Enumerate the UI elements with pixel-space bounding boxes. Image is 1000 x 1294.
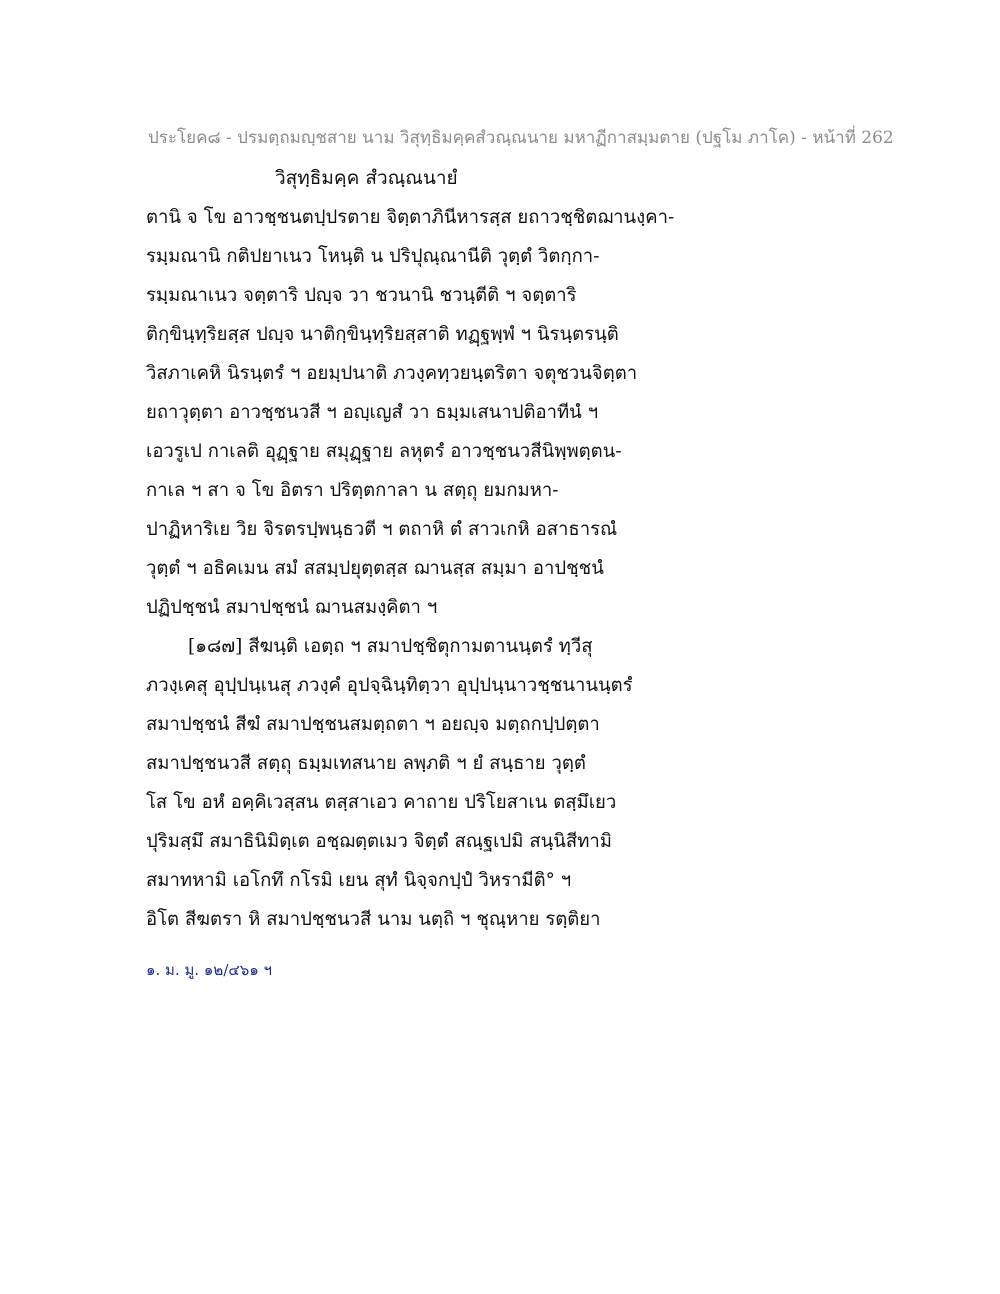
body-line: รมฺมณานิ กติปยาเนว โหนฺติ น ปริปุณฺณานีติ วุตฺตํ วิตกฺกา- [146,246,600,267]
body-line: ปาฏิหาริเย วิย จิรตรปฺพนฺธวตี ฯ ตถาหิ ตํ สาวเกหิ อสาธารณํ [146,519,618,540]
body-line: เอวรูเป กาเลติ อุฏฺฐาย สมุฏฺฐาย ลหุตรํ อาวชฺชนวสีนิพฺพตฺตน- [146,441,622,462]
body-line: ติกฺขินฺทฺริยสฺส ปญฺจ นาติกฺขินฺทฺริยสฺสาติ ทฏฺฐพฺพํ ฯ นิรนฺตรนฺติ [146,324,619,345]
body-line: วิสภาเคหิ นิรนฺตรํ ฯ อยมฺปนาติ ภวงฺคทฺวยนฺตริตา จตุชวนจิตฺตา [146,363,638,384]
paragraph-line: โส โข อหํ อคฺคิเวสฺสน ตสฺสาเอว คาถาย ปริโยสาเน ตสฺมึเยว [146,792,617,813]
footnote: ๑. ม. มู. ๑๒/๔๖๑ ฯ [146,961,272,979]
paragraph-line: สมาปชฺชนํ สีฆํ สมาปชฺชนสมตฺถตา ฯ อยญฺจ มตฺถกปฺปตฺตา [146,714,600,735]
paragraph-line: สมาปชฺชนวสี สตฺถุ ธมฺมเทสนาย ลพฺภติ ฯ ยํ สนฺธาย วุตฺตํ [146,753,586,774]
body-line: วุตฺตํ ฯ อธิคเมน สมํ สสมฺปยุตฺตสฺส ฌานสฺส สมฺมา อาปชฺชนํ [146,558,604,579]
body-line: ปฏิปชฺชนํ สมาปชฺชนํ ฌานสมงฺคิตา ฯ [146,597,438,618]
body-line: ยถาวุตฺตา อาวชฺชนวสี ฯ อญฺเญสํ วา ธมฺมเสนาปติอาทีนํ ฯ [146,402,599,423]
running-header: ประโยค๘ - ปรมตฺถมญฺชสาย นาม วิสุทฺธิมคฺคสํวณฺณนาย มหาฏีกาสมฺมตาย (ปฐโม ภาโค) - หน้าที่ 262 [148,128,894,148]
body-line: กาเล ฯ สา จ โข อิตรา ปริตฺตกาลา น สตฺถุ ยมกมหา- [146,480,559,501]
body-text [146,198,686,939]
body-line: รมฺมณาเนว จตฺตาริ ปญฺจ วา ชวนานิ ชวนฺตีติ ฯ จตฺตาริ [146,285,577,306]
paragraph-line: [๑๘๗] สีฆนฺติ เอตฺถ ฯ สมาปชฺชิตุกามตานนฺตรํ ทฺวีสุ [188,636,593,657]
paragraph-line: ภวงฺเคสุ อุปฺปนฺเนสุ ภวงฺคํ อุปจฺฉินฺทิตฺวา อุปฺปนฺนาวชฺชนานนฺตรํ [146,675,633,696]
section-title: วิสุทฺธิมคฺค สํวณฺณนายํ [275,167,458,189]
body-line: ตานิ จ โข อาวชฺชนตปฺปรตาย จิตฺตาภินีหารสฺส ยถาวชฺชิตฌานงฺคา- [146,207,675,228]
paragraph-line: สมาทหามิ เอโกทึ กโรมิ เยน สุทํ นิจฺจกปฺปํ วิหรามีติ° ฯ [146,870,572,891]
paragraph-line: อิโต สีฆตรา หิ สมาปชฺชนวสี นาม นตฺถิ ฯ ชุณฺหาย รตฺติยา [146,909,601,930]
paragraph-line: ปุริมสฺมึ สมาธินิมิตฺเต อชฺฌตฺตเมว จิตฺตํ สณฺฐเปมิ สนฺนิสีทามิ [146,831,612,852]
